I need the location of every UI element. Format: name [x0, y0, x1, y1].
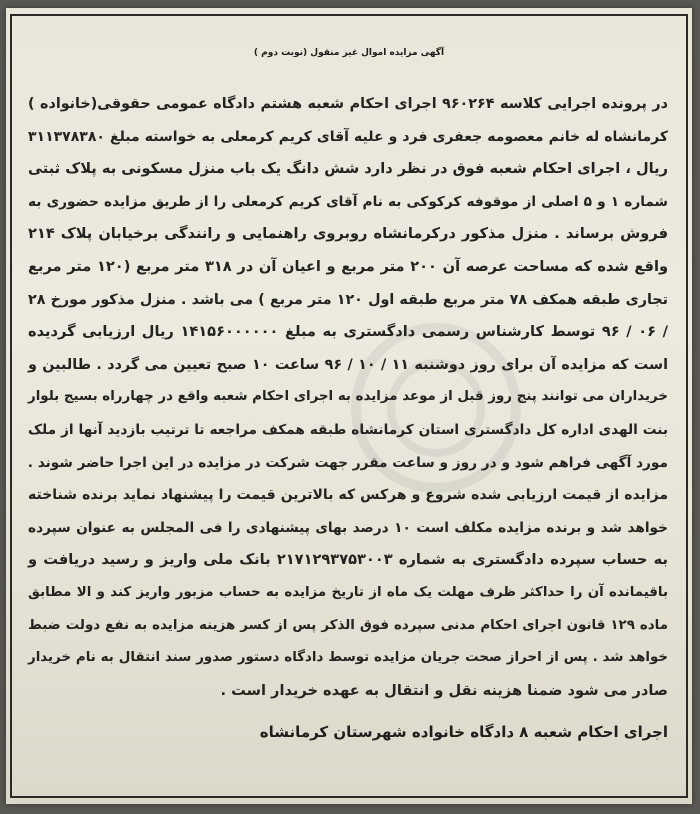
notice-signature: اجرای احکام شعبه ۸ دادگاه خانواده شهرستان کرمانشاه — [259, 723, 668, 741]
notice-line: صادر می شود ضمنا هزینه نقل و انتقال به عهده خریدار است . — [220, 681, 668, 699]
notice-line: خواهد شد و برنده مزایده مکلف است ۱۰ درصد بهای پیشنهادی را فی المجلس به عنوان سپرده — [28, 519, 668, 536]
notice-line: بنت الهدی اداره کل دادگستری استان کرمانشاه طبقه همکف مراجعه تا ترتیب بازدید آنها از ملک — [28, 421, 668, 438]
notice-line: کرمانشاه له خانم معصومه جعفری فرد و علیه آقای کریم کرمعلی به خواسته مبلغ ۳۱۱۳۷۸۳۸۰ — [28, 128, 668, 145]
notice-body — [28, 88, 668, 707]
notice-line: خواهد شد . پس از احراز صحت جریان مزایده توسط دادگاه دستور صدور سند انتقال به نام خریدار — [28, 650, 668, 666]
notice-line: مورد آگهی فراهم شود و در روز و ساعت مقرر جهت شرکت در مزایده در این اجرا حاضر شوند . — [27, 454, 668, 471]
notice-line: واقع شده که مساحت عرصه آن ۲۰۰ متر مربع و اعیان آن در ۳۱۸ متر مربع (۱۲۰ متر مربع — [28, 257, 669, 275]
notice-line: فروش برساند . منزل مذکور درکرمانشاه روبروی راهنمایی و رانندگی برخیابان پلاک ۲۱۴ — [28, 225, 668, 243]
notice-line: ماده ۱۲۹ قانون اجرای احکام مدنی سپرده فوق الذکر پس از کسر هزینه مزایده به نفع دولت ضبط — [28, 617, 669, 633]
notice-line: خریداران می توانند پنج روز قبل از موعد مزایده به اجرای احکام شعبه واقع در چهارراه بسیج بلوار — [28, 389, 668, 405]
notice-line: در پرونده اجرایی کلاسه ۹۶۰۲۶۴ اجرای احکام شعبه هشتم دادگاه عمومی حقوقی(خانواده ) — [28, 96, 668, 112]
notice-title: آگهی مزایده اموال غیر منقول (نوبت دوم ) — [253, 48, 445, 58]
notice-line: است که مزایده آن برای روز دوشنبه ۱۱ / ۱۰ / ۹۶ ساعت ۱۰ صبح تعیین می گردد . طالبین و — [28, 356, 668, 373]
notice-line: ریال ، اجرای احکام شعبه فوق در نظر دارد شش دانگ یک باب منزل مسکونی به پلاک ثبتی — [28, 160, 668, 178]
notice-line: تجاری طبقه همکف ۷۸ متر مربع طبقه اول ۱۲۰ متر مربع ) می باشد . منزل مذکور مورخ ۲۸ — [28, 291, 668, 308]
notice-line: مزایده از قیمت ارزیابی شده شروع و هرکس که بالاترین قیمت را پیشنهاد نماید برنده شناخته — [28, 487, 668, 504]
notice-line: / ۰۶ / ۹۶ توسط کارشناس رسمی دادگستری به مبلغ ۱۴۱۵۶۰۰۰۰۰۰ ریال ارزیابی گردیده — [28, 323, 668, 341]
notice-line: به حساب سپرده دادگستری به شماره ۲۱۷۱۲۹۳۷۵۳۰۰۳ بانک ملی واریز و رسید دریافت و — [28, 551, 668, 569]
notice-line: شماره ۱ و ۵ اصلی از موقوفه کرکوکی به نام آقای کریم کرمعلی را از طریق مزایده حضوری به — [28, 193, 668, 210]
newspaper-clipping — [6, 8, 692, 804]
notice-line: باقیمانده آن را حداکثر ظرف مهلت یک ماه از تاریخ مزایده به حساب مزبور واریز کند و الا مطابق — [28, 584, 668, 600]
